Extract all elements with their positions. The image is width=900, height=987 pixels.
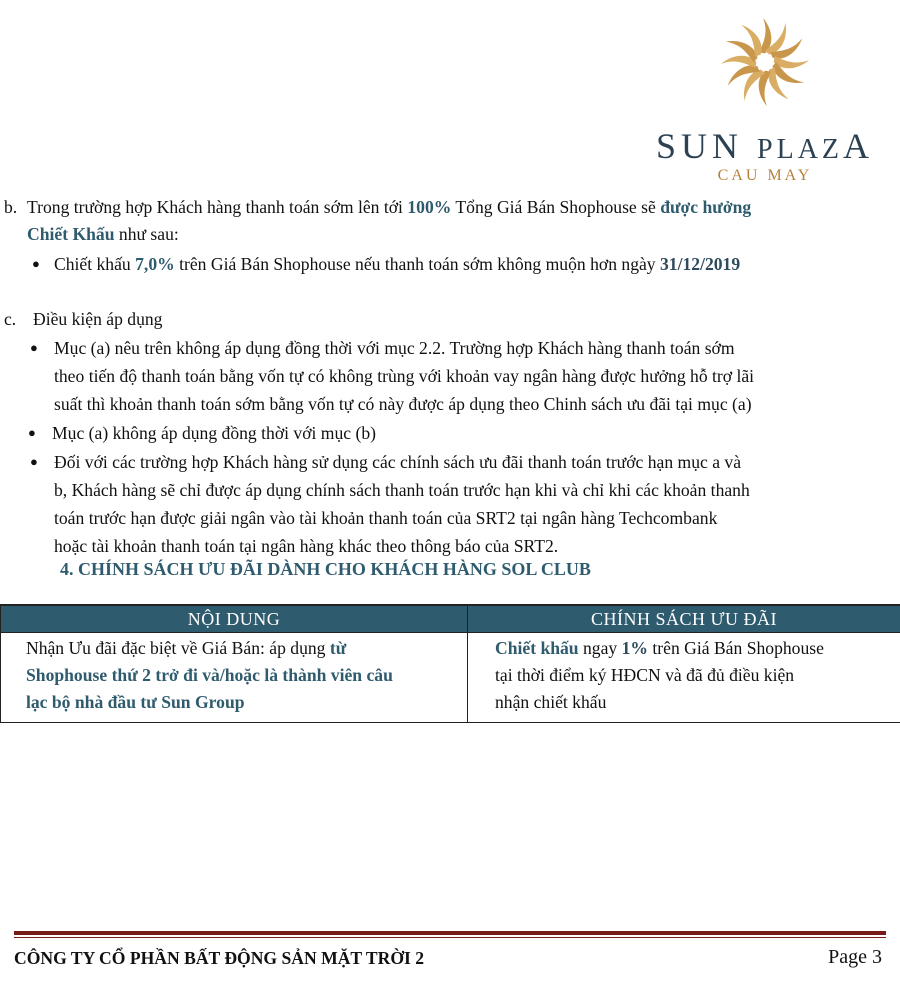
sun-flower-icon [717, 14, 813, 110]
table-header-row [1, 605, 900, 633]
section-4-title: 4. CHÍNH SÁCH ƯU ĐÃI DÀNH CHO KHÁCH HÀNG SOL CLUB [60, 559, 591, 579]
page-number: Page 3 [828, 946, 882, 968]
section-c-bullet-3-line-3: toán trước hạn được giải ngân vào tài khoản thanh toán của SRT2 tại ngân hàng Techcombank [54, 508, 718, 528]
section-c-bullet-3-line-1: Đối với các trường hợp Khách hàng sử dụng các chính sách ưu đãi thanh toán trước hạn mục a và [54, 452, 742, 472]
section-c-bullet-3-line-2: b, Khách hàng sẽ chỉ được áp dụng chính sách thanh toán trước hạn khi và chỉ khi các khoản thanh [54, 480, 750, 500]
bullet-icon: ● [30, 340, 38, 355]
logo-subtitle: CAU MAY [717, 167, 813, 184]
section-c-bullet-2: Mục (a) không áp dụng đồng thời với mục (b) [52, 423, 376, 443]
section-b-line-2: Chiết Khấu như sau: [27, 224, 179, 244]
section-c-bullet-1-line-2: theo tiến độ thanh toán bằng vốn tự có không trùng với khoản vay ngân hàng được hưởng hỗ trợ lãi [54, 366, 755, 386]
section-c-bullet-1-line-3: suất thì khoản thanh toán sớm bằng vốn tự có này được áp dụng theo Chinh sách ưu đãi tại mục (a) [54, 394, 752, 414]
section-c-marker: c. [4, 309, 17, 329]
table-header-content: NỘI DUNG [1, 605, 468, 633]
footer-rule [14, 931, 886, 935]
footer-rule-thin [14, 937, 886, 938]
table-header-policy: CHÍNH SÁCH ƯU ĐÃI [468, 605, 900, 633]
sol-club-table [0, 604, 900, 723]
table-cell-content: Nhận Ưu đãi đặc biệt về Giá Bán: áp dụng từ Shophouse thứ 2 trở đi và/hoặc là thành viên câu lạc bộ nhà đầu tư Sun Group [1, 633, 468, 723]
section-c-bullet-1-line-1: Mục (a) nêu trên không áp dụng đồng thời với mục 2.2. Trường hợp Khách hàng thanh toán sớm [54, 338, 735, 358]
section-b-marker: b. [4, 197, 18, 217]
section-b-bullet: Chiết khấu 7,0% trên Giá Bán Shophouse nếu thanh toán sớm không muộn hơn ngày 31/12/2019 [54, 254, 741, 274]
section-c-bullet-3-line-4: hoặc tài khoản thanh toán tại ngân hàng khác theo thông báo của SRT2. [54, 536, 559, 556]
table-cell-policy: Chiết khấu ngay 1% trên Giá Bán Shophouse tại thời điểm ký HĐCN và đã đủ điều kiện nhận chiết khấu [468, 633, 900, 723]
bullet-icon: ● [28, 425, 36, 440]
table-row [1, 633, 900, 723]
footer-company: CÔNG TY CỔ PHẦN BẤT ĐỘNG SẢN MẶT TRỜI 2 [14, 948, 425, 968]
section-c-title: Điều kiện áp dụng [33, 309, 163, 329]
sun-plaza-logo [640, 14, 890, 184]
bullet-icon: ● [30, 454, 38, 469]
bullet-icon: ● [32, 256, 40, 271]
section-b-line-1: Trong trường hợp Khách hàng thanh toán sớm lên tới 100% Tổng Giá Bán Shophouse sẽ được hưởng [27, 197, 752, 217]
logo-brand: SUN PLAZA [655, 126, 875, 166]
